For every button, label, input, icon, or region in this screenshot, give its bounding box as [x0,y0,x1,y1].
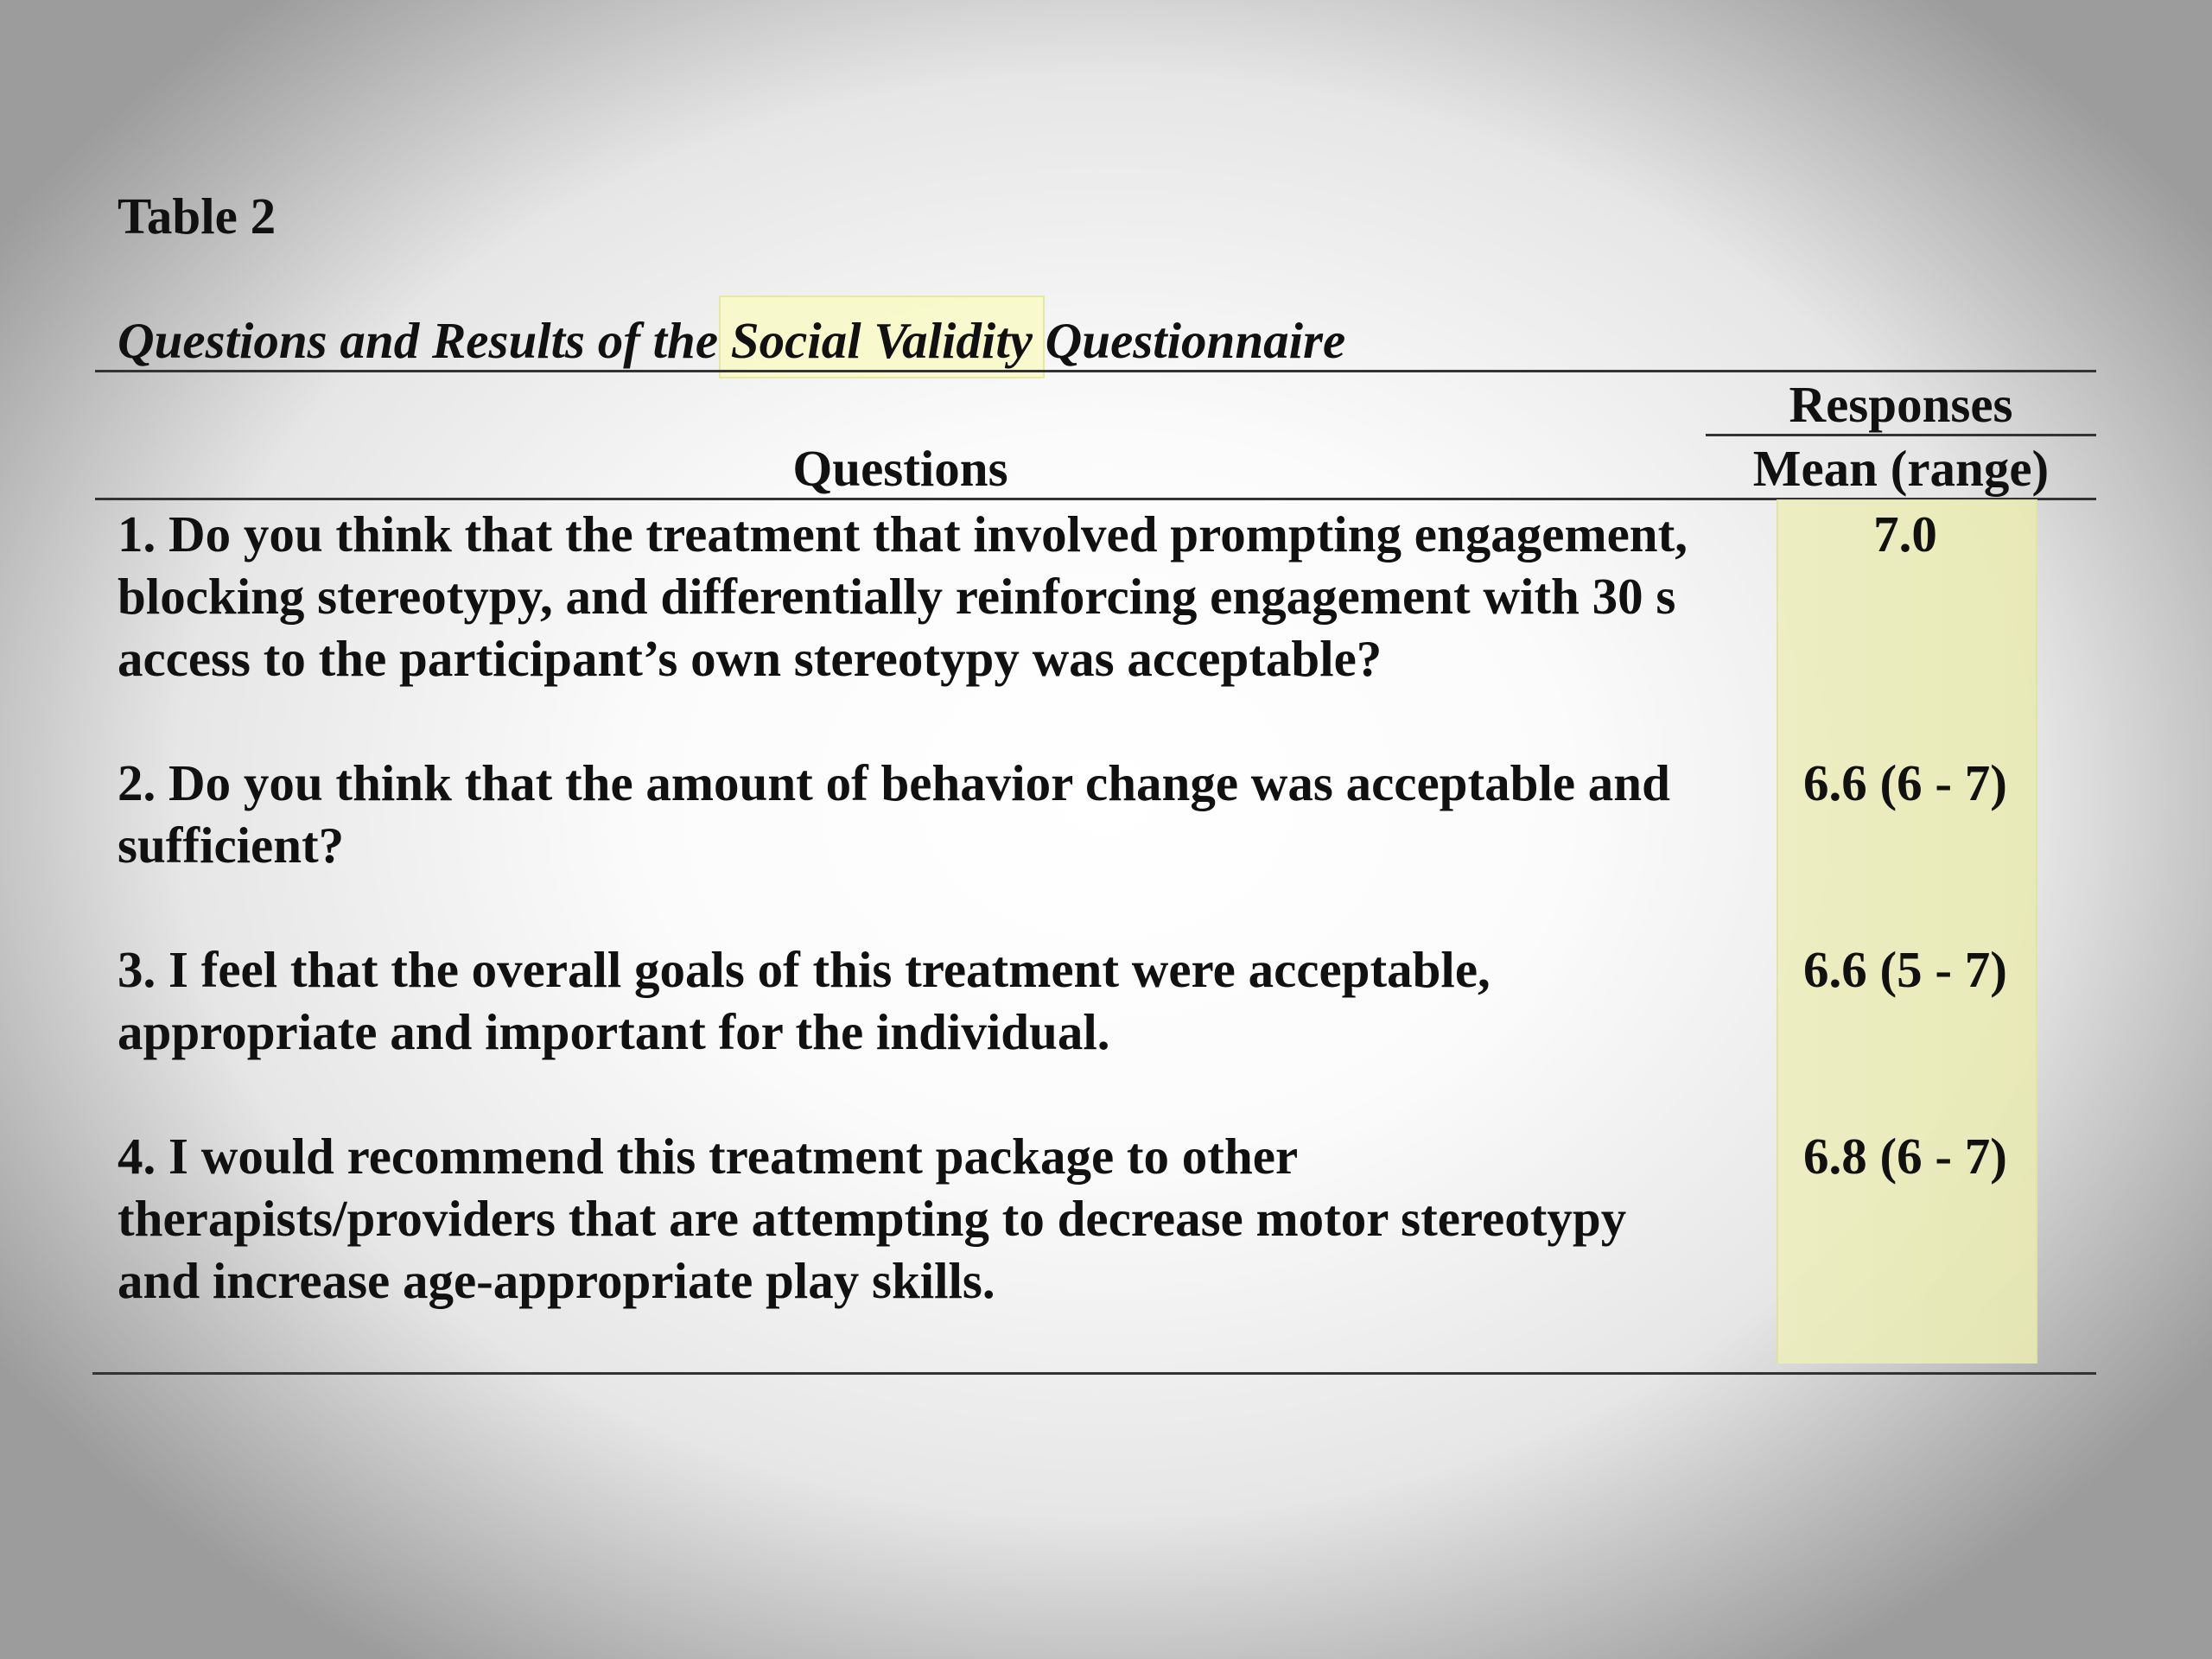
caption-text-before: Questions and Results of the [118,312,731,369]
question-text: 2. Do you think that the amount of behavior change was acceptable and sufficient? [118,754,1670,874]
response-value: 7.0 [1873,505,1937,563]
header-mean-range: Mean (range) [1752,440,2050,497]
response-value: 6.6 (6 - 7) [1803,754,2007,811]
caption-text-after: Questionnaire [1032,312,1346,369]
header-responses: Responses [1789,376,2013,433]
table-top-rule [95,370,2096,372]
response-value: 6.6 (5 - 7) [1803,941,2007,998]
question-text: 3. I feel that the overall goals of this treatment were acceptable, appropriate and important for the individual. [118,941,1491,1060]
table-bottom-rule [92,1372,2096,1375]
response-value: 6.8 (6 - 7) [1803,1128,2007,1185]
question-text: 1. Do you think that the treatment that involved prompting engagement, blocking stereotypy, and differentially reinforcing engagement with 30 s access to the participant’s own stereotypy was acceptable? [118,505,1688,687]
question-text: 4. I would recommend this treatment package to other therapists/providers that are attempting to decrease motor stereotypy and increase age-appropriate play skills. [118,1128,1627,1309]
table-label: Table 2 [118,188,276,245]
header-questions: Questions [792,440,1008,497]
responses-column-highlight [1777,499,2037,1363]
table-caption [118,309,1345,372]
caption-highlighted-text: Social Validity [731,309,1033,372]
responses-subheader-rule [1706,434,2096,436]
